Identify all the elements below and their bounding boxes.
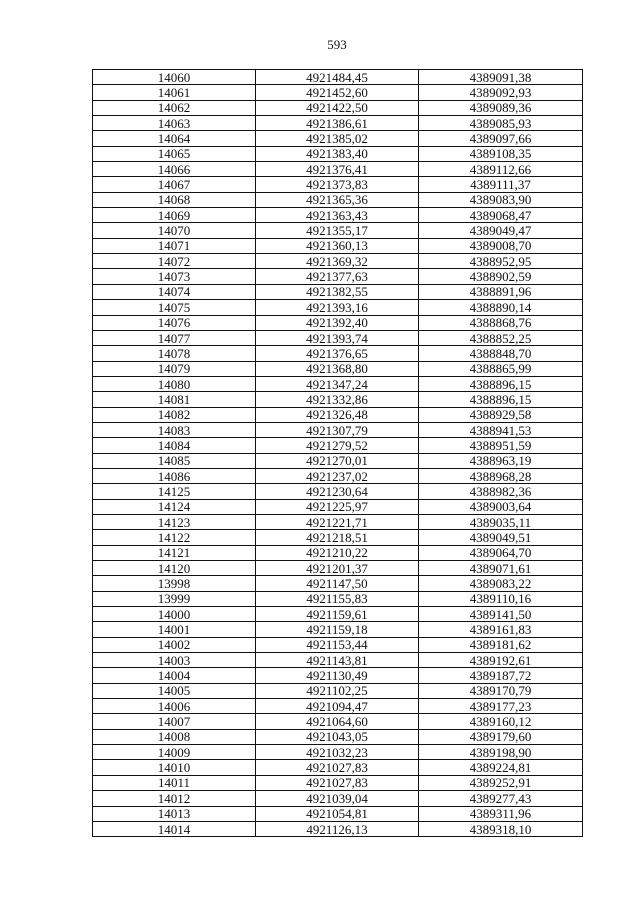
y-coordinate-cell: 4388982,36 xyxy=(419,484,583,499)
x-coordinate-cell: 4921094,47 xyxy=(256,699,419,714)
y-coordinate-cell: 4389224,81 xyxy=(419,760,583,775)
point-number-cell: 14068 xyxy=(93,192,256,207)
table-row xyxy=(93,361,583,376)
y-coordinate-cell: 4389111,37 xyxy=(419,177,583,192)
table-row xyxy=(93,376,583,391)
table-row xyxy=(93,422,583,437)
y-coordinate-cell: 4389179,60 xyxy=(419,729,583,744)
x-coordinate-cell: 4921307,79 xyxy=(256,422,419,437)
x-coordinate-cell: 4921376,65 xyxy=(256,346,419,361)
y-coordinate-cell: 4389071,61 xyxy=(419,561,583,576)
y-coordinate-cell: 4388896,15 xyxy=(419,376,583,391)
x-coordinate-cell: 4921237,02 xyxy=(256,468,419,483)
table-row xyxy=(93,729,583,744)
y-coordinate-cell: 4388968,28 xyxy=(419,468,583,483)
y-coordinate-cell: 4389141,50 xyxy=(419,607,583,622)
point-number-cell: 14006 xyxy=(93,699,256,714)
y-coordinate-cell: 4389092,93 xyxy=(419,85,583,100)
point-number-cell: 14065 xyxy=(93,146,256,161)
y-coordinate-cell: 4388848,70 xyxy=(419,346,583,361)
y-coordinate-cell: 4389198,90 xyxy=(419,745,583,760)
point-number-cell: 14120 xyxy=(93,561,256,576)
y-coordinate-cell: 4389170,79 xyxy=(419,683,583,698)
table-row xyxy=(93,177,583,192)
table-row xyxy=(93,622,583,637)
table-row xyxy=(93,346,583,361)
point-number-cell: 14121 xyxy=(93,545,256,560)
point-number-cell: 14005 xyxy=(93,683,256,698)
y-coordinate-cell: 4389160,12 xyxy=(419,714,583,729)
point-number-cell: 14011 xyxy=(93,775,256,790)
point-number-cell: 14062 xyxy=(93,100,256,115)
x-coordinate-cell: 4921218,51 xyxy=(256,530,419,545)
table-row xyxy=(93,806,583,821)
y-coordinate-cell: 4389008,70 xyxy=(419,238,583,253)
y-coordinate-cell: 4389187,72 xyxy=(419,668,583,683)
point-number-cell: 14069 xyxy=(93,208,256,223)
table-row xyxy=(93,70,583,85)
table-row xyxy=(93,162,583,177)
y-coordinate-cell: 4388951,59 xyxy=(419,438,583,453)
y-coordinate-cell: 4388896,15 xyxy=(419,392,583,407)
table-row xyxy=(93,284,583,299)
point-number-cell: 14080 xyxy=(93,376,256,391)
x-coordinate-cell: 4921225,97 xyxy=(256,499,419,514)
x-coordinate-cell: 4921147,50 xyxy=(256,576,419,591)
y-coordinate-cell: 4388902,59 xyxy=(419,269,583,284)
x-coordinate-cell: 4921155,83 xyxy=(256,591,419,606)
x-coordinate-cell: 4921360,13 xyxy=(256,238,419,253)
y-coordinate-cell: 4389064,70 xyxy=(419,545,583,560)
table-row xyxy=(93,392,583,407)
y-coordinate-cell: 4388890,14 xyxy=(419,300,583,315)
point-number-cell: 14013 xyxy=(93,806,256,821)
point-number-cell: 14084 xyxy=(93,438,256,453)
table-row xyxy=(93,269,583,284)
table-row xyxy=(93,714,583,729)
y-coordinate-cell: 4389181,62 xyxy=(419,637,583,652)
point-number-cell: 14079 xyxy=(93,361,256,376)
table-row xyxy=(93,146,583,161)
y-coordinate-cell: 4388929,58 xyxy=(419,407,583,422)
y-coordinate-cell: 4389083,90 xyxy=(419,192,583,207)
point-number-cell: 14085 xyxy=(93,453,256,468)
y-coordinate-cell: 4388852,25 xyxy=(419,330,583,345)
y-coordinate-cell: 4389049,47 xyxy=(419,223,583,238)
coordinates-table-body xyxy=(93,70,583,837)
y-coordinate-cell: 4389252,91 xyxy=(419,775,583,790)
table-row xyxy=(93,683,583,698)
point-number-cell: 14060 xyxy=(93,70,256,85)
x-coordinate-cell: 4921032,23 xyxy=(256,745,419,760)
y-coordinate-cell: 4389085,93 xyxy=(419,116,583,131)
x-coordinate-cell: 4921326,48 xyxy=(256,407,419,422)
y-coordinate-cell: 4389035,11 xyxy=(419,514,583,529)
point-number-cell: 14007 xyxy=(93,714,256,729)
point-number-cell: 14081 xyxy=(93,392,256,407)
x-coordinate-cell: 4921153,44 xyxy=(256,637,419,652)
y-coordinate-cell: 4389112,66 xyxy=(419,162,583,177)
table-row xyxy=(93,330,583,345)
table-row xyxy=(93,760,583,775)
x-coordinate-cell: 4921054,81 xyxy=(256,806,419,821)
point-number-cell: 14004 xyxy=(93,668,256,683)
table-row xyxy=(93,637,583,652)
table-row xyxy=(93,315,583,330)
point-number-cell: 14003 xyxy=(93,653,256,668)
y-coordinate-cell: 4389091,38 xyxy=(419,70,583,85)
x-coordinate-cell: 4921332,86 xyxy=(256,392,419,407)
x-coordinate-cell: 4921422,50 xyxy=(256,100,419,115)
table-row xyxy=(93,468,583,483)
x-coordinate-cell: 4921347,24 xyxy=(256,376,419,391)
table-row xyxy=(93,591,583,606)
y-coordinate-cell: 4389318,10 xyxy=(419,821,583,836)
x-coordinate-cell: 4921365,36 xyxy=(256,192,419,207)
table-row xyxy=(93,545,583,560)
x-coordinate-cell: 4921201,37 xyxy=(256,561,419,576)
table-row xyxy=(93,100,583,115)
y-coordinate-cell: 4389161,83 xyxy=(419,622,583,637)
y-coordinate-cell: 4389108,35 xyxy=(419,146,583,161)
point-number-cell: 14124 xyxy=(93,499,256,514)
x-coordinate-cell: 4921159,61 xyxy=(256,607,419,622)
point-number-cell: 14083 xyxy=(93,422,256,437)
point-number-cell: 14066 xyxy=(93,162,256,177)
x-coordinate-cell: 4921386,61 xyxy=(256,116,419,131)
y-coordinate-cell: 4388941,53 xyxy=(419,422,583,437)
y-coordinate-cell: 4389097,66 xyxy=(419,131,583,146)
table-row xyxy=(93,300,583,315)
point-number-cell: 14072 xyxy=(93,254,256,269)
point-number-cell: 14001 xyxy=(93,622,256,637)
table-row xyxy=(93,484,583,499)
x-coordinate-cell: 4921368,80 xyxy=(256,361,419,376)
point-number-cell: 13998 xyxy=(93,576,256,591)
y-coordinate-cell: 4388865,99 xyxy=(419,361,583,376)
point-number-cell: 14063 xyxy=(93,116,256,131)
point-number-cell: 14073 xyxy=(93,269,256,284)
x-coordinate-cell: 4921043,05 xyxy=(256,729,419,744)
point-number-cell: 14000 xyxy=(93,607,256,622)
x-coordinate-cell: 4921393,74 xyxy=(256,330,419,345)
x-coordinate-cell: 4921130,49 xyxy=(256,668,419,683)
table-row xyxy=(93,821,583,836)
x-coordinate-cell: 4921230,64 xyxy=(256,484,419,499)
y-coordinate-cell: 4389110,16 xyxy=(419,591,583,606)
page-number: 593 xyxy=(327,37,347,52)
x-coordinate-cell: 4921126,13 xyxy=(256,821,419,836)
x-coordinate-cell: 4921355,17 xyxy=(256,223,419,238)
y-coordinate-cell: 4389089,36 xyxy=(419,100,583,115)
table-row xyxy=(93,514,583,529)
point-number-cell: 14002 xyxy=(93,637,256,652)
point-number-cell: 14078 xyxy=(93,346,256,361)
table-row xyxy=(93,576,583,591)
table-row xyxy=(93,499,583,514)
x-coordinate-cell: 4921102,25 xyxy=(256,683,419,698)
y-coordinate-cell: 4388963,19 xyxy=(419,453,583,468)
table-row xyxy=(93,699,583,714)
x-coordinate-cell: 4921484,45 xyxy=(256,70,419,85)
x-coordinate-cell: 4921210,22 xyxy=(256,545,419,560)
table-row xyxy=(93,208,583,223)
point-number-cell: 14061 xyxy=(93,85,256,100)
point-number-cell: 14123 xyxy=(93,514,256,529)
point-number-cell: 14012 xyxy=(93,791,256,806)
point-number-cell: 14008 xyxy=(93,729,256,744)
table-row xyxy=(93,607,583,622)
point-number-cell: 14014 xyxy=(93,821,256,836)
y-coordinate-cell: 4389192,61 xyxy=(419,653,583,668)
x-coordinate-cell: 4921270,01 xyxy=(256,453,419,468)
x-coordinate-cell: 4921027,83 xyxy=(256,775,419,790)
x-coordinate-cell: 4921373,83 xyxy=(256,177,419,192)
x-coordinate-cell: 4921382,55 xyxy=(256,284,419,299)
table-row xyxy=(93,745,583,760)
point-number-cell: 14076 xyxy=(93,315,256,330)
table-row xyxy=(93,791,583,806)
table-row xyxy=(93,453,583,468)
x-coordinate-cell: 4921279,52 xyxy=(256,438,419,453)
table-row xyxy=(93,116,583,131)
x-coordinate-cell: 4921143,81 xyxy=(256,653,419,668)
table-row xyxy=(93,254,583,269)
table-row xyxy=(93,131,583,146)
point-number-cell: 14086 xyxy=(93,468,256,483)
table-row xyxy=(93,561,583,576)
point-number-cell: 14125 xyxy=(93,484,256,499)
table-row xyxy=(93,668,583,683)
y-coordinate-cell: 4389083,22 xyxy=(419,576,583,591)
x-coordinate-cell: 4921039,04 xyxy=(256,791,419,806)
point-number-cell: 14070 xyxy=(93,223,256,238)
point-number-cell: 14067 xyxy=(93,177,256,192)
y-coordinate-cell: 4389177,23 xyxy=(419,699,583,714)
point-number-cell: 14064 xyxy=(93,131,256,146)
x-coordinate-cell: 4921392,40 xyxy=(256,315,419,330)
y-coordinate-cell: 4389049,51 xyxy=(419,530,583,545)
x-coordinate-cell: 4921377,63 xyxy=(256,269,419,284)
point-number-cell: 14010 xyxy=(93,760,256,775)
x-coordinate-cell: 4921027,83 xyxy=(256,760,419,775)
point-number-cell: 14075 xyxy=(93,300,256,315)
table-row xyxy=(93,775,583,790)
table-row xyxy=(93,407,583,422)
x-coordinate-cell: 4921363,43 xyxy=(256,208,419,223)
x-coordinate-cell: 4921369,32 xyxy=(256,254,419,269)
x-coordinate-cell: 4921159,18 xyxy=(256,622,419,637)
point-number-cell: 14009 xyxy=(93,745,256,760)
point-number-cell: 14122 xyxy=(93,530,256,545)
x-coordinate-cell: 4921385,02 xyxy=(256,131,419,146)
y-coordinate-cell: 4388891,96 xyxy=(419,284,583,299)
y-coordinate-cell: 4389003,64 xyxy=(419,499,583,514)
x-coordinate-cell: 4921452,60 xyxy=(256,85,419,100)
x-coordinate-cell: 4921383,40 xyxy=(256,146,419,161)
y-coordinate-cell: 4389277,43 xyxy=(419,791,583,806)
table-row xyxy=(93,653,583,668)
x-coordinate-cell: 4921064,60 xyxy=(256,714,419,729)
table-row xyxy=(93,438,583,453)
x-coordinate-cell: 4921221,71 xyxy=(256,514,419,529)
x-coordinate-cell: 4921393,16 xyxy=(256,300,419,315)
y-coordinate-cell: 4389068,47 xyxy=(419,208,583,223)
y-coordinate-cell: 4388952,95 xyxy=(419,254,583,269)
y-coordinate-cell: 4388868,76 xyxy=(419,315,583,330)
table-row xyxy=(93,192,583,207)
table-row xyxy=(93,85,583,100)
point-number-cell: 14074 xyxy=(93,284,256,299)
table-row xyxy=(93,223,583,238)
point-number-cell: 13999 xyxy=(93,591,256,606)
y-coordinate-cell: 4389311,96 xyxy=(419,806,583,821)
x-coordinate-cell: 4921376,41 xyxy=(256,162,419,177)
table-row xyxy=(93,238,583,253)
point-number-cell: 14077 xyxy=(93,330,256,345)
point-number-cell: 14071 xyxy=(93,238,256,253)
table-row xyxy=(93,530,583,545)
point-number-cell: 14082 xyxy=(93,407,256,422)
coordinates-table xyxy=(92,69,583,837)
